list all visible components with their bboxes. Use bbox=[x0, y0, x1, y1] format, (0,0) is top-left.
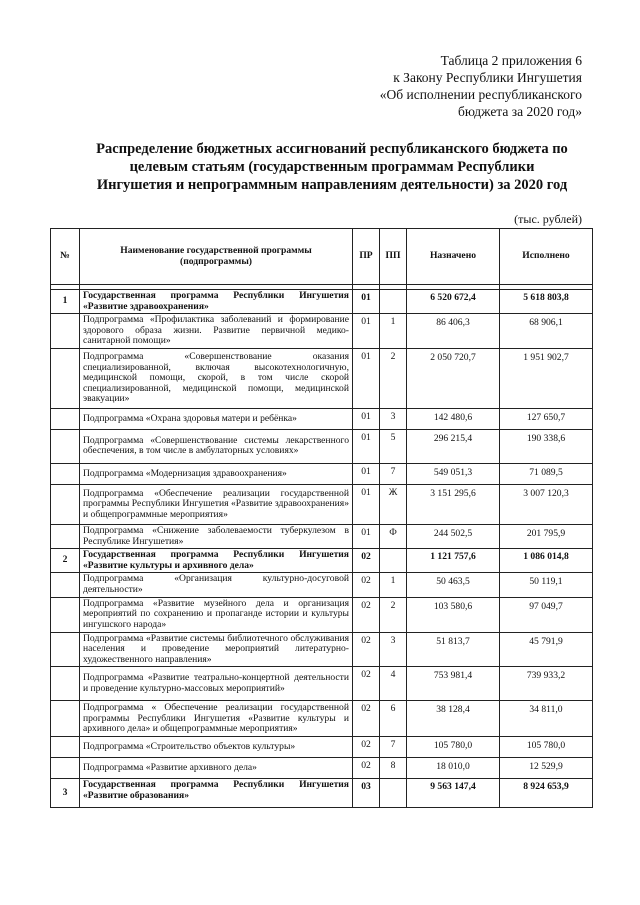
row-number bbox=[51, 429, 80, 463]
row-pr-code: 01 bbox=[353, 290, 380, 314]
row-pp-code bbox=[380, 779, 407, 808]
subprogram-row bbox=[51, 737, 593, 758]
row-number: 1 bbox=[51, 290, 80, 314]
subprogram-row bbox=[51, 463, 593, 484]
row-number bbox=[51, 667, 80, 701]
row-executed: 5 618 803,8 bbox=[500, 290, 593, 314]
appendix-line: бюджета за 2020 год» bbox=[458, 104, 582, 119]
row-pr-code: 01 bbox=[353, 524, 380, 548]
row-executed: 34 811,0 bbox=[500, 701, 593, 737]
header-num: № bbox=[51, 229, 80, 285]
row-pp-code: Ж bbox=[380, 484, 407, 524]
row-assigned: 103 580,6 bbox=[407, 597, 500, 632]
row-executed: 739 933,2 bbox=[500, 667, 593, 701]
appendix-reference bbox=[380, 52, 582, 120]
subprogram-row bbox=[51, 632, 593, 667]
row-pp-code: 8 bbox=[380, 758, 407, 779]
row-pp-code: 2 bbox=[380, 597, 407, 632]
row-pr-code: 03 bbox=[353, 779, 380, 808]
row-executed: 50 119,1 bbox=[500, 573, 593, 597]
row-pr-code: 02 bbox=[353, 737, 380, 758]
row-assigned: 3 151 295,6 bbox=[407, 484, 500, 524]
document-title bbox=[62, 140, 602, 194]
appendix-line: «Об исполнении республиканского bbox=[379, 87, 582, 102]
row-pr-code: 02 bbox=[353, 758, 380, 779]
row-pp-code: 1 bbox=[380, 573, 407, 597]
row-assigned: 51 813,7 bbox=[407, 632, 500, 667]
row-executed: 1 086 014,8 bbox=[500, 549, 593, 573]
row-name: Подпрограмма «Развитие архивного дела» bbox=[80, 758, 353, 779]
row-number bbox=[51, 737, 80, 758]
row-executed: 201 795,9 bbox=[500, 524, 593, 548]
row-pp-code: 1 bbox=[380, 314, 407, 349]
header-name: Наименование государственной программы (подпрограммы) bbox=[80, 229, 353, 285]
row-assigned: 753 981,4 bbox=[407, 667, 500, 701]
row-pp-code: 7 bbox=[380, 463, 407, 484]
row-name: Подпрограмма «Совершенствование системы лекарственного обеспечения, в том числе в амбулаторных условиях» bbox=[80, 429, 353, 463]
row-pr-code: 01 bbox=[353, 314, 380, 349]
row-pp-code: 4 bbox=[380, 667, 407, 701]
row-executed: 190 338,6 bbox=[500, 429, 593, 463]
subprogram-row bbox=[51, 314, 593, 349]
subprogram-row bbox=[51, 484, 593, 524]
row-name: Подпрограмма «Строительство объектов культуры» bbox=[80, 737, 353, 758]
header-assigned: Назначено bbox=[407, 229, 500, 285]
row-executed: 45 791,9 bbox=[500, 632, 593, 667]
row-executed: 105 780,0 bbox=[500, 737, 593, 758]
row-name: Подпрограмма « Обеспечение реализации государственной программы Республики Ингушетия «Развитие культуры и архивного дела» и общепрограммные мероприятия» bbox=[80, 701, 353, 737]
row-pr-code: 01 bbox=[353, 348, 380, 408]
subprogram-row bbox=[51, 348, 593, 408]
row-assigned: 105 780,0 bbox=[407, 737, 500, 758]
row-name: Государственная программа Республики Ингушетия «Развитие здравоохранения» bbox=[80, 290, 353, 314]
row-assigned: 1 121 757,6 bbox=[407, 549, 500, 573]
row-pp-code: 6 bbox=[380, 701, 407, 737]
row-assigned: 2 050 720,7 bbox=[407, 348, 500, 408]
row-pr-code: 01 bbox=[353, 484, 380, 524]
row-pp-code bbox=[380, 290, 407, 314]
subprogram-row bbox=[51, 429, 593, 463]
row-number bbox=[51, 632, 80, 667]
title-line: Распределение бюджетных ассигнований республиканского бюджета по bbox=[96, 141, 568, 157]
budget-table bbox=[50, 228, 593, 808]
row-assigned: 38 128,4 bbox=[407, 701, 500, 737]
table-header-row bbox=[51, 229, 593, 285]
row-name: Подпрограмма «Развитие театрально-концертной деятельности и проведение культурно-массовых мероприятий» bbox=[80, 667, 353, 701]
row-pp-code: 3 bbox=[380, 408, 407, 429]
row-executed: 97 049,7 bbox=[500, 597, 593, 632]
title-line: Ингушетия и непрограммным направлениям деятельности) за 2020 год bbox=[96, 177, 568, 193]
row-pp-code: Ф bbox=[380, 524, 407, 548]
row-assigned: 9 563 147,4 bbox=[407, 779, 500, 808]
header-pp: ПП bbox=[380, 229, 407, 285]
row-number bbox=[51, 573, 80, 597]
row-number bbox=[51, 597, 80, 632]
row-assigned: 86 406,3 bbox=[407, 314, 500, 349]
row-name: Подпрограмма «Совершенствование оказания специализированной, включая высокотехнологичную, медицинской помощи, скорой, в том числе скорой специализированной, медицинской помощи, медицинской эвакуации» bbox=[80, 348, 353, 408]
row-pp-code: 5 bbox=[380, 429, 407, 463]
row-number bbox=[51, 701, 80, 737]
units-label: (тыс. рублей) bbox=[514, 212, 582, 226]
row-pp-code bbox=[380, 549, 407, 573]
row-number bbox=[51, 758, 80, 779]
row-assigned: 549 051,3 bbox=[407, 463, 500, 484]
row-pp-code: 7 bbox=[380, 737, 407, 758]
row-pr-code: 01 bbox=[353, 463, 380, 484]
row-executed: 127 650,7 bbox=[500, 408, 593, 429]
row-pr-code: 02 bbox=[353, 701, 380, 737]
row-assigned: 244 502,5 bbox=[407, 524, 500, 548]
row-pr-code: 02 bbox=[353, 667, 380, 701]
row-number bbox=[51, 314, 80, 349]
row-executed: 1 951 902,7 bbox=[500, 348, 593, 408]
row-name: Подпрограмма «Развитие музейного дела и организация мероприятий по сохранению и пропаганде истории и культуры ингушского народа» bbox=[80, 597, 353, 632]
row-executed: 71 089,5 bbox=[500, 463, 593, 484]
row-name: Подпрограмма «Развитие системы библиотечного обслуживания населения и проведение мероприятий литературно-художественного направления» bbox=[80, 632, 353, 667]
row-pr-code: 02 bbox=[353, 573, 380, 597]
row-executed: 68 906,1 bbox=[500, 314, 593, 349]
row-pr-code: 02 bbox=[353, 549, 380, 573]
appendix-line: Таблица 2 приложения 6 bbox=[440, 53, 582, 68]
row-name: Подпрограмма «Профилактика заболеваний и формирование здорового образа жизни. Развитие первичной медико-санитарной помощи» bbox=[80, 314, 353, 349]
subprogram-row bbox=[51, 597, 593, 632]
row-assigned: 18 010,0 bbox=[407, 758, 500, 779]
header-executed: Исполнено bbox=[500, 229, 593, 285]
row-executed: 8 924 653,9 bbox=[500, 779, 593, 808]
program-row bbox=[51, 549, 593, 573]
row-name: Государственная программа Республики Ингушетия «Развитие образования» bbox=[80, 779, 353, 808]
row-pr-code: 02 bbox=[353, 597, 380, 632]
subprogram-row bbox=[51, 758, 593, 779]
row-number bbox=[51, 463, 80, 484]
row-number bbox=[51, 408, 80, 429]
appendix-line: к Закону Республики Ингушетия bbox=[393, 70, 582, 85]
row-number: 2 bbox=[51, 549, 80, 573]
row-name: Подпрограмма «Организация культурно-досуговой деятельности» bbox=[80, 573, 353, 597]
program-row bbox=[51, 290, 593, 314]
row-name: Подпрограмма «Модернизация здравоохранения» bbox=[80, 463, 353, 484]
row-executed: 12 529,9 bbox=[500, 758, 593, 779]
subprogram-row bbox=[51, 667, 593, 701]
row-assigned: 50 463,5 bbox=[407, 573, 500, 597]
row-name: Подпрограмма «Обеспечение реализации государственной программы Республики Ингушетия «Развитие здравоохранения» и общепрограммные мероприятия» bbox=[80, 484, 353, 524]
subprogram-row bbox=[51, 701, 593, 737]
row-number bbox=[51, 524, 80, 548]
row-assigned: 296 215,4 bbox=[407, 429, 500, 463]
row-pr-code: 01 bbox=[353, 429, 380, 463]
row-name: Подпрограмма «Снижение заболеваемости туберкулезом в Республике Ингушетия» bbox=[80, 524, 353, 548]
row-name: Государственная программа Республики Ингушетия «Развитие культуры и архивного дела» bbox=[80, 549, 353, 573]
row-pr-code: 01 bbox=[353, 408, 380, 429]
title-line: целевым статьям (государственным программам Республики bbox=[129, 159, 535, 175]
row-pp-code: 2 bbox=[380, 348, 407, 408]
row-executed: 3 007 120,3 bbox=[500, 484, 593, 524]
subprogram-row bbox=[51, 524, 593, 548]
subprogram-row bbox=[51, 573, 593, 597]
row-number: 3 bbox=[51, 779, 80, 808]
subprogram-row bbox=[51, 408, 593, 429]
row-number bbox=[51, 348, 80, 408]
row-pp-code: 3 bbox=[380, 632, 407, 667]
row-assigned: 142 480,6 bbox=[407, 408, 500, 429]
row-pr-code: 02 bbox=[353, 632, 380, 667]
row-assigned: 6 520 672,4 bbox=[407, 290, 500, 314]
row-name: Подпрограмма «Охрана здоровья матери и ребёнка» bbox=[80, 408, 353, 429]
program-row bbox=[51, 779, 593, 808]
row-number bbox=[51, 484, 80, 524]
header-pr: ПР bbox=[353, 229, 380, 285]
